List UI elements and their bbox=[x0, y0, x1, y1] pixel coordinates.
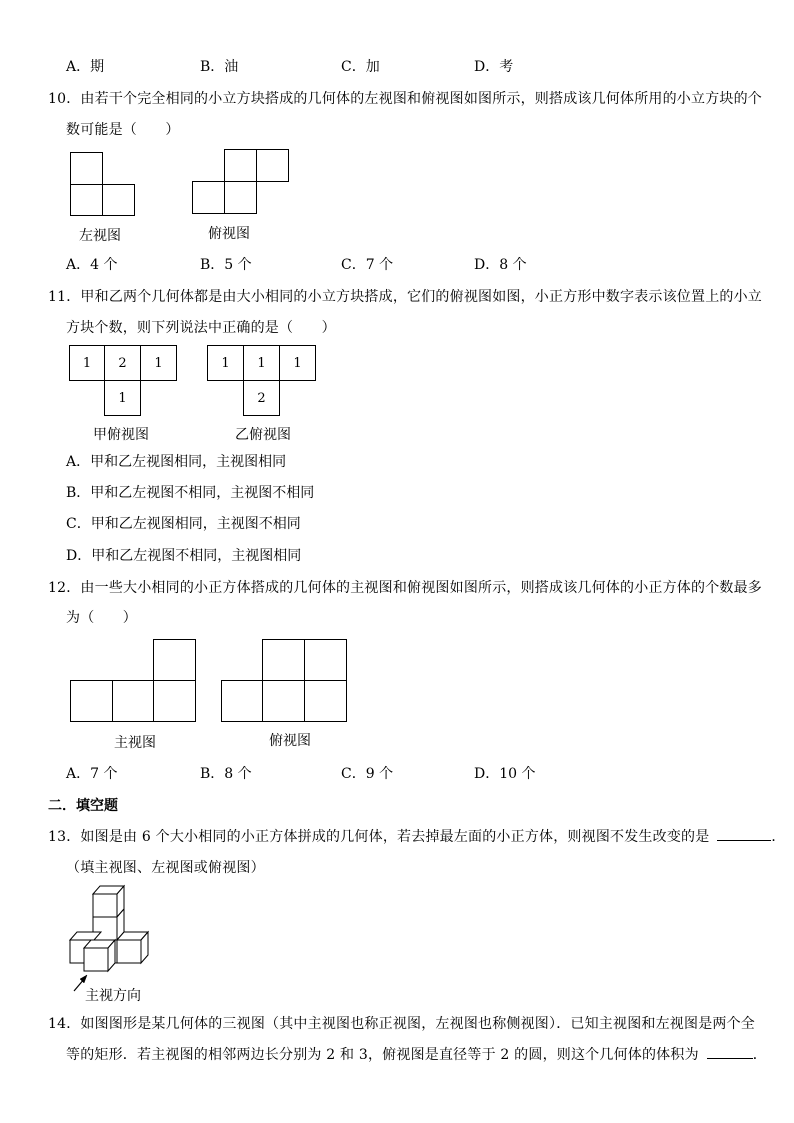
q11-yi-cell: 1 bbox=[207, 345, 244, 381]
q12-front-view-cell bbox=[153, 680, 196, 722]
q12-stem-line1: 12．由一些大小相同的小正方体搭成的几何体的主视图和俯视图如图所示，则搭成该几何体的小正方体的个数最多 bbox=[48, 580, 763, 596]
q11-yi-cell: 1 bbox=[243, 345, 280, 381]
q10-stem-line2: 数可能是（ ） bbox=[66, 122, 180, 138]
q12-option-d: D．10 个 bbox=[474, 766, 536, 782]
q11-option-c: C．甲和乙左视图相同，主视图不相同 bbox=[66, 516, 301, 532]
q11-stem-line1: 11．甲和乙两个几何体都是由大小相同的小立方块搭成，它们的俯视图如图，小正方形中数字表示该位置上的小立 bbox=[48, 289, 763, 305]
q10-left-view-caption: 左视图 bbox=[79, 228, 121, 244]
q11-jia-cell: 1 bbox=[69, 345, 105, 381]
q13-stem-end: ． bbox=[771, 829, 786, 845]
q10-option-a: A．4 个 bbox=[66, 257, 118, 273]
q10-left-view-cell bbox=[70, 184, 103, 216]
q11-jia-caption: 甲俯视图 bbox=[93, 427, 149, 443]
q9-option-b: B．油 bbox=[200, 59, 239, 75]
q12-top-view-caption: 俯视图 bbox=[269, 733, 311, 749]
q12-option-c: C．9 个 bbox=[341, 766, 394, 782]
q11-option-a: A．甲和乙左视图相同，主视图相同 bbox=[66, 454, 287, 470]
q12-top-view-cell bbox=[304, 639, 347, 681]
q10-top-view-cell bbox=[224, 181, 257, 214]
q10-left-view-cell bbox=[70, 152, 103, 185]
q10-stem-line1: 10．由若干个完全相同的小立方块搭成的几何体的左视图和俯视图如图所示，则搭成该几何体所用的小立方块的个 bbox=[48, 91, 763, 107]
q11-yi-cell: 1 bbox=[279, 345, 316, 381]
q9-option-c: C．加 bbox=[341, 59, 380, 75]
q10-option-c: C．7 个 bbox=[341, 257, 394, 273]
q11-yi-caption: 乙俯视图 bbox=[235, 427, 291, 443]
q13-stem-line1 bbox=[48, 826, 786, 846]
q12-option-a: A．7 个 bbox=[66, 766, 118, 782]
q11-stem-line2: 方块个数，则下列说法中正确的是（ ） bbox=[66, 320, 336, 336]
q13-cube-figure bbox=[64, 880, 164, 995]
q12-stem-line2: 为（ ） bbox=[66, 610, 137, 626]
q13-stem-text: 13．如图是由 6 个大小相同的小正方体拼成的几何体，若去掉最左面的小正方体，则视图不发生改变的是 bbox=[48, 829, 710, 845]
q11-jia-cell: 1 bbox=[140, 345, 177, 381]
q11-jia-cell: 2 bbox=[104, 345, 141, 381]
q12-front-view-cell bbox=[70, 680, 113, 722]
q10-top-view-caption: 俯视图 bbox=[208, 226, 250, 242]
q12-top-view-cell bbox=[262, 639, 305, 681]
q12-top-view-cell bbox=[221, 680, 263, 722]
q14-stem-end: ． bbox=[752, 1047, 767, 1063]
q11-option-b: B．甲和乙左视图不相同，主视图不相同 bbox=[66, 485, 315, 501]
q12-top-view-cell bbox=[262, 680, 305, 722]
q13-stem-line2: （填主视图、左视图或俯视图） bbox=[66, 860, 265, 876]
q9-option-a: A．期 bbox=[66, 59, 105, 75]
q10-left-view-cell bbox=[102, 184, 135, 216]
q12-option-b: B．8 个 bbox=[200, 766, 252, 782]
q10-option-d: D．8 个 bbox=[474, 257, 527, 273]
q11-jia-cell: 1 bbox=[104, 380, 141, 416]
q12-front-view-cell bbox=[112, 680, 154, 722]
q12-front-view-caption: 主视图 bbox=[114, 735, 156, 751]
q9-option-d: D．考 bbox=[474, 59, 514, 75]
q10-top-view-cell bbox=[192, 181, 225, 214]
q14-stem-text: 等的矩形．若主视图的相邻两边长分别为 2 和 3，俯视图是直径等于 2 的圆，则这个几何体的体积为 bbox=[66, 1047, 699, 1063]
q10-top-view-cell bbox=[256, 149, 289, 182]
q14-stem-line2 bbox=[66, 1044, 767, 1064]
section-title-fill-in: 二．填空题 bbox=[48, 798, 118, 814]
q14-answer-blank[interactable] bbox=[707, 1046, 753, 1059]
q11-yi-cell: 2 bbox=[243, 380, 280, 416]
q11-option-d: D．甲和乙左视图不相同，主视图相同 bbox=[66, 548, 302, 564]
q13-answer-blank[interactable] bbox=[717, 828, 771, 841]
q10-option-b: B．5 个 bbox=[200, 257, 252, 273]
q14-stem-line1: 14．如图图形是某几何体的三视图（其中主视图也称正视图，左视图也称侧视图）．已知主视图和左视图是两个全 bbox=[48, 1016, 756, 1032]
q12-front-view-cell bbox=[153, 639, 196, 681]
q12-top-view-cell bbox=[304, 680, 347, 722]
q10-top-view-cell bbox=[224, 149, 257, 182]
q13-direction-caption: 主视方向 bbox=[85, 988, 141, 1004]
